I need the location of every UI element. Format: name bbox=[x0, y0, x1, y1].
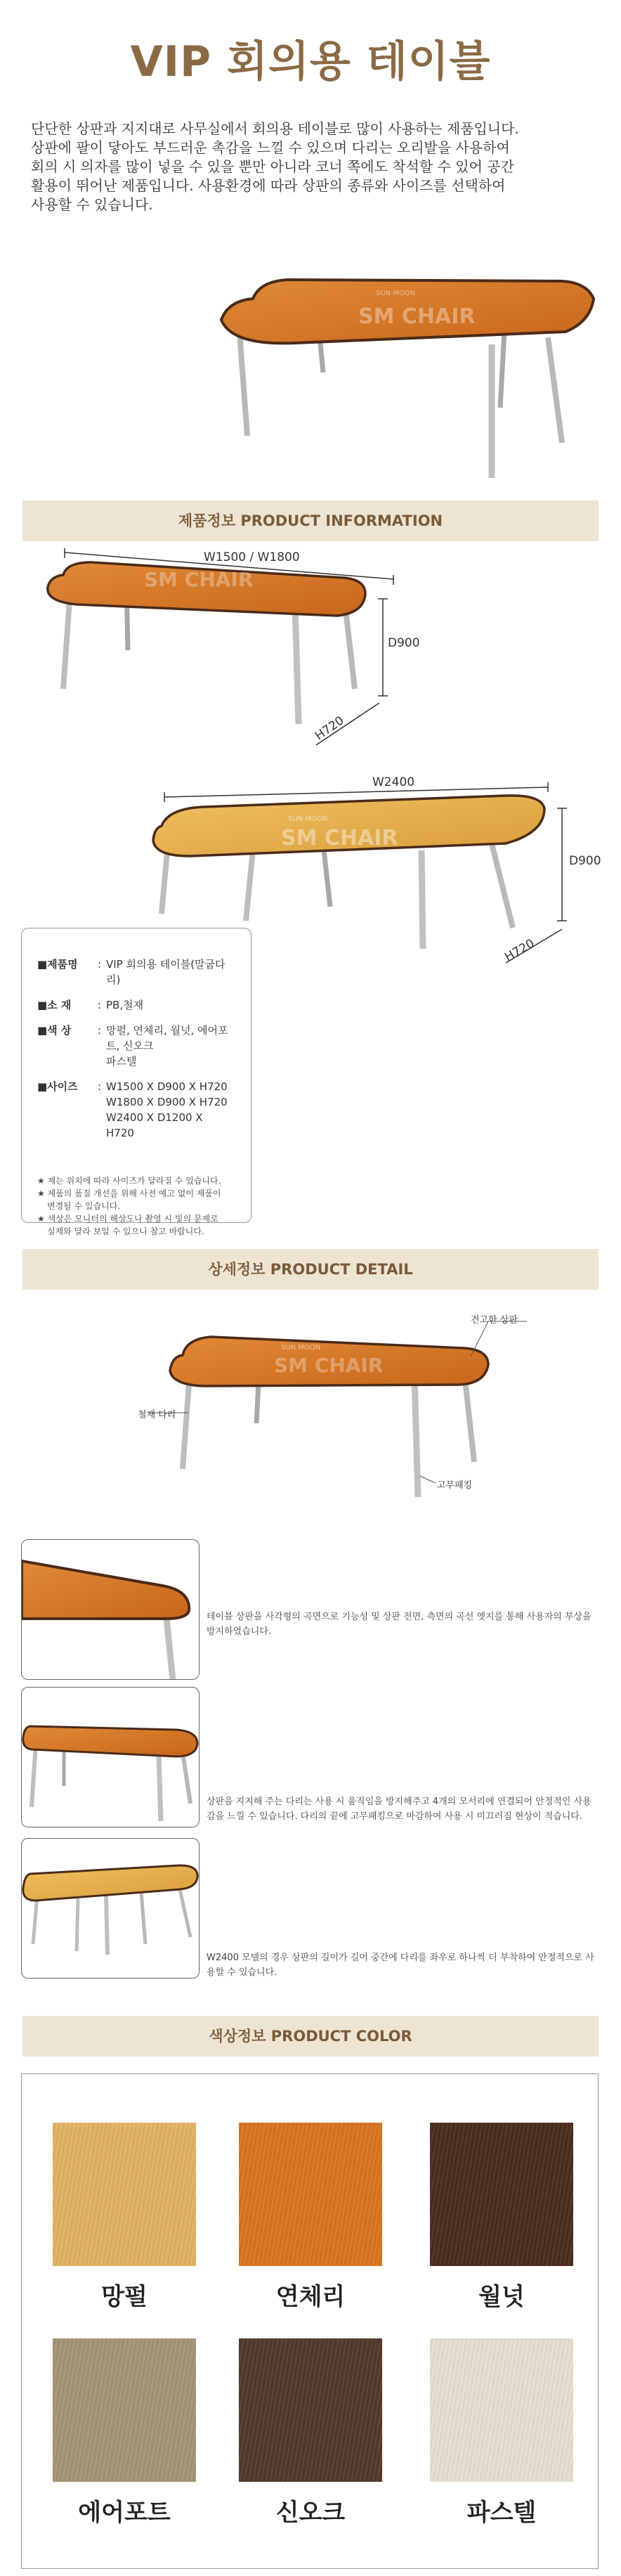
intro-line: 상판에 팔이 닿아도 부드러운 촉감을 느낄 수 있으며 다리는 오리발을 사용하여 bbox=[31, 139, 510, 156]
dimension-height-small: H720 bbox=[313, 713, 347, 744]
watermark-small: SUN MOON bbox=[376, 290, 416, 297]
dimension-drawing-small bbox=[28, 548, 421, 759]
spec-row-name: ■제품명 : VIP 회의용 테이블(말굽다리) bbox=[37, 957, 234, 988]
spec-value: W1500 X D900 X H720 W1800 X D900 X H720 W2400 X D1200 X H720 bbox=[106, 1080, 228, 1139]
long-table-illustration bbox=[22, 1839, 200, 1979]
intro-line: 활용이 뛰어난 제품입니다. 사용환경에 따라 상판의 종류와 사이즈를 선택하여 bbox=[31, 177, 506, 194]
page-title: VIP 회의용 테이블 bbox=[130, 37, 491, 86]
color-swatch-pastel bbox=[430, 2338, 573, 2482]
table-legs-illustration bbox=[22, 1688, 200, 1827]
watermark-logo: SM CHAIR bbox=[274, 1354, 384, 1377]
callout-tabletop: 견고한 상판 bbox=[471, 1315, 518, 1326]
intro-line: 회의 시 의자를 많이 넣을 수 있을 뿐만 아니라 코너 쪽에도 착석할 수 있어 공간 bbox=[31, 158, 514, 175]
section-header-color: 색상정보 PRODUCT COLOR bbox=[22, 2016, 599, 2057]
callout-steel-leg: 철재 다리 bbox=[138, 1410, 176, 1420]
spec-row-color: ■색 상 : 망펄, 연체리, 월넛, 에어포트, 신오크 파스텔 bbox=[37, 1023, 234, 1069]
spec-value: PB,철재 bbox=[106, 999, 144, 1011]
watermark-logo: SM CHAIR bbox=[358, 304, 476, 329]
watermark-logo: SM CHAIR bbox=[281, 826, 398, 850]
spec-value: VIP 회의용 테이블(말굽다리) bbox=[106, 958, 225, 986]
detail-image-extra-legs bbox=[21, 1838, 200, 1979]
spec-label: ■색 상 bbox=[37, 1024, 72, 1037]
color-name-walnut: 월넛 bbox=[478, 2283, 525, 2311]
spec-label: ■제품명 bbox=[37, 958, 78, 971]
spec-label: ■소 재 bbox=[37, 999, 72, 1011]
hero-table-image bbox=[211, 267, 604, 492]
color-swatch-mangpeol bbox=[53, 2123, 196, 2266]
dimension-depth-large: D900 bbox=[569, 854, 601, 868]
color-swatch-light-cherry bbox=[239, 2123, 382, 2266]
spec-row-material: ■소 재 : PB,철재 bbox=[37, 997, 234, 1013]
color-swatch-new-oak bbox=[239, 2338, 382, 2482]
section-header-detail: 상세정보 PRODUCT DETAIL bbox=[22, 1249, 599, 1290]
color-name-new-oak: 신오크 bbox=[275, 2499, 346, 2527]
color-name-light-cherry: 연체리 bbox=[275, 2283, 346, 2311]
spec-label: ■사이즈 bbox=[37, 1080, 78, 1093]
color-swatch-walnut bbox=[430, 2123, 573, 2266]
color-name-pastel: 파스텔 bbox=[466, 2499, 537, 2527]
dimension-width-small: W1500 / W1800 bbox=[204, 550, 300, 564]
spec-notes: ★ 제는 위치에 따라 사이즈가 달라질 수 있습니다. ★ 제품의 품질 개선을 위해 사전 예고 없이 제품이 변경될 수 있습니다. ★ 색상은 모니터의 해상도나 촬영 시 빛의 문제로 실제와 달라 보일 수 있으니 참고 바랍니다. bbox=[37, 1176, 221, 1236]
intro-text bbox=[31, 119, 593, 214]
watermark-small: SUN MOON bbox=[288, 815, 328, 823]
detail-text-extra-legs: W2400 모델의 경우 상판의 길이가 길어 중간에 다리를 좌우로 하나씩 더 부착하여 안정적으로 사용할 수 있습니다. bbox=[207, 1953, 594, 1978]
watermark-logo: SM CHAIR bbox=[144, 568, 254, 591]
intro-line: 사용할 수 있습니다. bbox=[31, 196, 153, 213]
spec-row-size: ■사이즈 : W1500 X D900 X H720 W1800 X D900 X H720 W2400 X D1200 X H720 bbox=[37, 1079, 234, 1141]
spec-box bbox=[21, 928, 251, 1236]
detail-text-legs: 상판을 지지해 주는 다리는 사용 시 움직임을 방지해주고 4개의 모서리에 연결되어 안정적인 사용 감을 느낄 수 있습니다. 다리의 끝에 고무패킹으로 마감하여 사용 시 미끄러짐 현상이 적습니다. bbox=[207, 1797, 591, 1822]
tabletop-edge-illustration bbox=[22, 1540, 200, 1680]
intro-line: 단단한 상판과 지지대로 사무실에서 회의용 테이블로 많이 사용하는 제품입니다. bbox=[31, 120, 519, 137]
detail-image-edge bbox=[21, 1539, 200, 1680]
spec-value: 망펄, 연체리, 월넛, 에어포트, 신오크 파스텔 bbox=[106, 1024, 228, 1068]
detail-text-edge: 테이블 상판을 사각형의 곡면으로 기능성 및 상판 전면, 측면의 곡선 엣지를 통해 사용자의 부상을 방지하였습니다. bbox=[207, 1612, 591, 1637]
dimension-depth-small: D900 bbox=[388, 636, 420, 650]
watermark-small: SUN MOON bbox=[281, 1344, 321, 1352]
detail-callout-image bbox=[105, 1307, 541, 1504]
dimension-height-large: H720 bbox=[502, 936, 537, 965]
detail-image-legs bbox=[21, 1687, 200, 1827]
color-name-mangpeol: 망펄 bbox=[101, 2283, 148, 2311]
callout-rubber-foot: 고무패킹 bbox=[437, 1480, 473, 1491]
color-swatch-airport bbox=[53, 2338, 196, 2482]
color-name-airport: 에어포트 bbox=[78, 2499, 171, 2527]
dimension-width-large: W2400 bbox=[372, 775, 415, 789]
section-header-info: 제품정보 PRODUCT INFORMATION bbox=[22, 500, 599, 541]
